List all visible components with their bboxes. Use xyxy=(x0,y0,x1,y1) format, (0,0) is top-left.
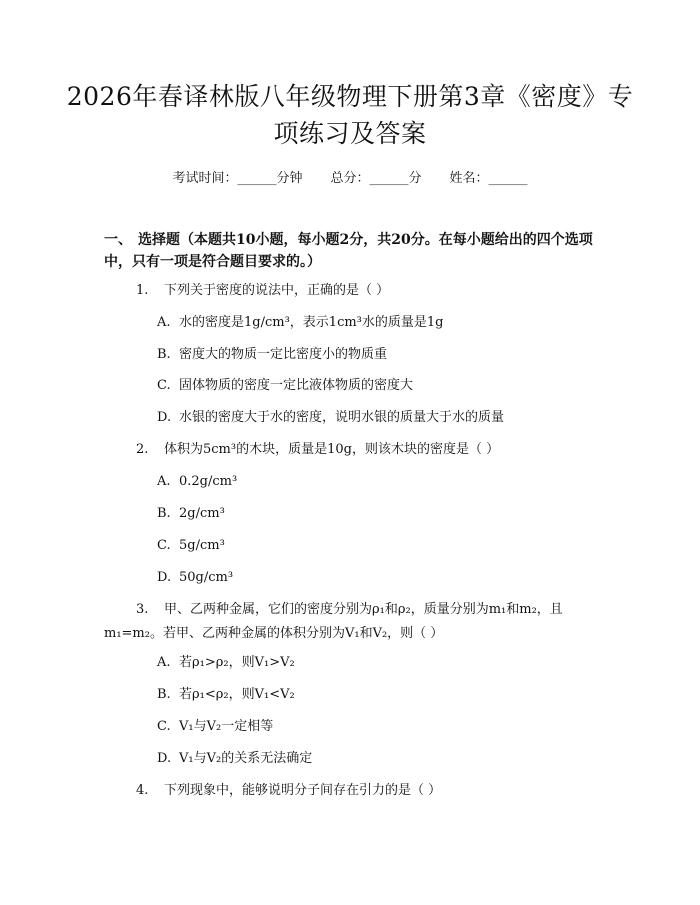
document-title: 2026年春译林版八年级物理下册第3章《密度》专项练习及答案 xyxy=(66,82,634,148)
question-1-option-c xyxy=(157,377,413,395)
option-text: 固体物质的密度一定比液体物质的密度大 xyxy=(179,378,414,393)
question-1 xyxy=(136,282,389,300)
option-text: 2g/cm³ xyxy=(179,506,225,521)
question-1-option-d xyxy=(157,409,504,427)
section-text: 选择题（本题共10小题，每小题2分，共20分。在每小题给出的四个选项中，只有一项是符合题目要求的。） xyxy=(104,232,593,270)
question-2-option-b xyxy=(157,505,225,523)
option-letter: A. xyxy=(157,655,171,670)
question-number: 4. xyxy=(136,783,149,798)
question-3-option-c xyxy=(157,718,273,736)
question-1-option-a xyxy=(157,314,443,332)
option-letter: D. xyxy=(157,570,172,585)
option-letter: A. xyxy=(157,474,171,489)
student-name-field: 姓名：______ xyxy=(449,171,528,186)
exam-info-line xyxy=(0,170,700,188)
option-letter: C. xyxy=(157,538,171,553)
question-3-option-b xyxy=(157,686,295,704)
option-text: 50g/cm³ xyxy=(179,570,234,585)
question-stem: 甲、乙两种金属，它们的密度分别为ρ₁和ρ₂，质量分别为m₁和m₂，且m₁=m₂。若甲、乙两种金属的体积分别为V₁和V₂，则（ ） xyxy=(104,602,563,641)
option-letter: D. xyxy=(157,410,172,425)
option-text: V₁与V₂一定相等 xyxy=(179,719,274,734)
question-3-option-a xyxy=(157,654,295,672)
option-letter: A. xyxy=(157,315,171,330)
question-stem: 下列关于密度的说法中，正确的是（ ） xyxy=(164,283,390,298)
question-2-option-c xyxy=(157,537,225,555)
option-text: 5g/cm³ xyxy=(179,538,225,553)
question-2-option-a xyxy=(157,473,237,491)
section-heading xyxy=(104,229,604,273)
question-number: 2. xyxy=(136,442,149,457)
total-score-field: 总分：______分 xyxy=(330,171,422,186)
option-text: 若ρ₁>ρ₂，则V₁>V₂ xyxy=(179,655,295,670)
question-3-option-d xyxy=(157,750,312,768)
option-letter: B. xyxy=(157,506,171,521)
option-letter: C. xyxy=(157,719,171,734)
option-letter: B. xyxy=(157,347,171,362)
question-4 xyxy=(136,782,441,800)
exam-time-field: 考试时间：______分钟 xyxy=(172,171,303,186)
question-stem: 下列现象中，能够说明分子间存在引力的是（ ） xyxy=(164,783,442,798)
question-2 xyxy=(136,441,499,459)
option-text: 密度大的物质一定比密度小的物质重 xyxy=(179,347,388,362)
option-letter: D. xyxy=(157,751,172,766)
question-3 xyxy=(104,598,604,646)
question-number: 1. xyxy=(136,283,149,298)
option-text: 水银的密度大于水的密度，说明水银的质量大于水的质量 xyxy=(179,410,505,425)
option-letter: C. xyxy=(157,378,171,393)
option-text: 水的密度是1g/cm³，表示1cm³水的质量是1g xyxy=(179,315,444,330)
question-2-option-d xyxy=(157,569,233,587)
question-1-option-b xyxy=(157,346,387,364)
option-text: V₁与V₂的关系无法确定 xyxy=(179,751,313,766)
option-text: 0.2g/cm³ xyxy=(179,474,238,489)
option-letter: B. xyxy=(157,687,171,702)
question-number: 3. xyxy=(136,602,149,617)
question-stem: 体积为5cm³的木块，质量是10g，则该木块的密度是（ ） xyxy=(164,442,500,457)
section-number: 一、 xyxy=(104,232,132,248)
option-text: 若ρ₁<ρ₂，则V₁<V₂ xyxy=(179,687,295,702)
